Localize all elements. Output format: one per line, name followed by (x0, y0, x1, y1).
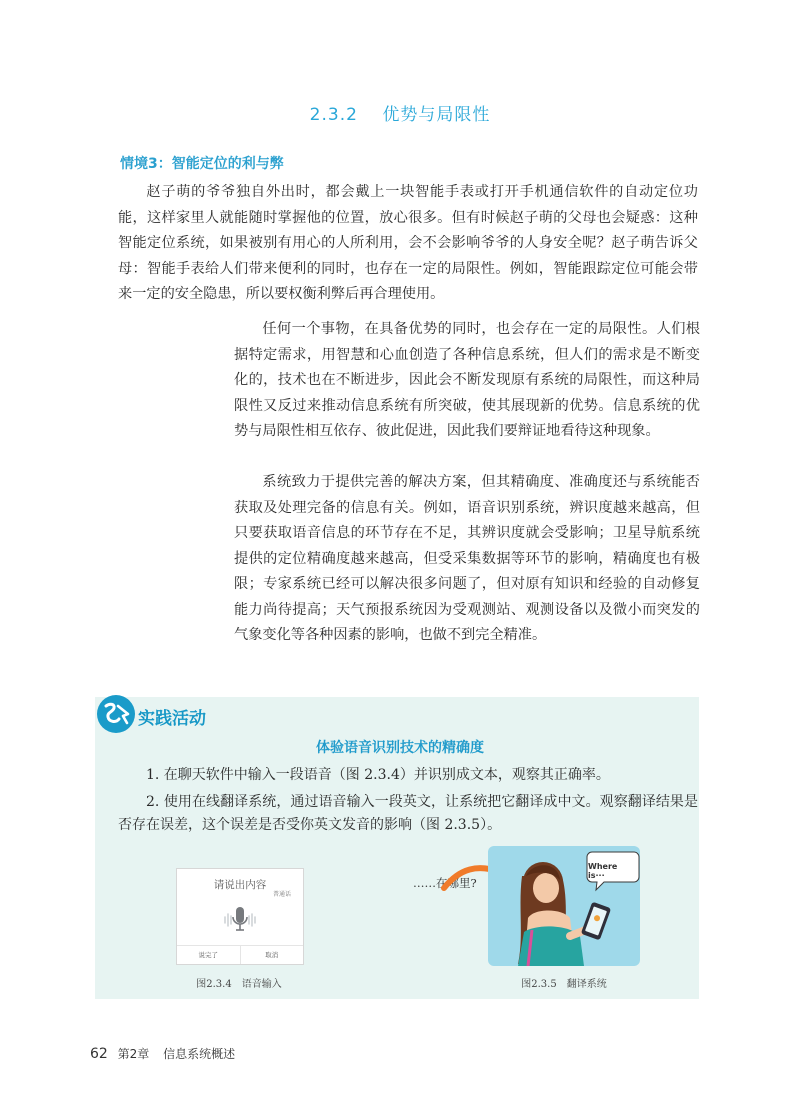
voice-prompt: 请说出内容 (213, 879, 267, 891)
language-label: 普通话 (272, 891, 291, 898)
scenario-title: 情境3：智能定位的利与弊 (120, 156, 284, 172)
voice-button-row (177, 945, 303, 964)
cancel-button[interactable]: 取消 (240, 946, 304, 964)
finish-button[interactable]: 说完了 (198, 951, 218, 959)
voice-input-figure (176, 868, 304, 965)
scenario-story: 赵子萌的爷爷独自外出时，都会戴上一块智能手表或打开手机通信软件的自动定位功能，这样家里人就能随时掌握他的位置，放心很多。但有时候赵子萌的父母也会疑惑：这种智能定位系统，如果被别有用心的人所利用，会不会影响爷爷的人身安全呢？赵子萌告诉父母：智能手表给人们带来便利的同时，也存在一定的局限性。例如，智能跟踪定位可能会带来一定的安全隐患，所以要权衡利弊后再合理使用。 (118, 184, 698, 302)
activity-step-2: 2. 使用在线翻译系统，通过语音输入一段英文，让系统把它翻译成中文。观察翻译结果是否存在误差，这个误差是否受你英文发音的影响（图 2.3.5）。 (118, 794, 698, 833)
activity-step-1: 1. 在聊天软件中输入一段语音（图 2.3.4）并识别成文本，观察其正确率。 (146, 767, 610, 783)
activity-logo-icon (96, 694, 136, 734)
figure-caption-2-3-4: 图2.3.4 语音输入 (196, 979, 282, 990)
body-paragraph-1: 任何一个事物，在具备优势的同时，也会存在一定的局限性。人们根据特定需求，用智慧和心血创造了各种信息系统，但人们的需求是不断变化的，技术也在不断进步，因此会不断发现原有系统的局限性，而这种局限性又反过来推动信息系统有所突破，使其展现新的优势。信息系统的优势与局限性相互依存、彼此促进，因此我们要辩证地看待这种现象。 (234, 321, 700, 439)
section-heading (0, 100, 800, 125)
body-paragraph-2: 系统致力于提供完善的解决方案，但其精确度、准确度还与系统能否获取及处理完备的信息有关。例如，语音识别系统，辨识度越来越高，但只要获取语音信息的环节存在不足，其辨识度就会受影响；卫星导航系统提供的定位精确度越来越高，但受采集数据等环节的影响，精确度也有极限；专家系统已经可以解决很多问题了，但对原有知识和经验的自动修复能力尚待提高；天气预报系统因为受观测站、观测设备以及微小而突发的气象变化等各种因素的影响，也做不到完全精准。 (234, 474, 700, 643)
chapter-title: 信息系统概述 (163, 1047, 236, 1061)
microphone-icon (224, 901, 256, 939)
translation-bubble-text: Where is··· (588, 862, 618, 880)
activity-label: 实践活动 (138, 709, 206, 729)
section-number: 2.3.2 (309, 105, 358, 125)
figure-caption-2-3-5: 图2.3.5 翻译系统 (521, 979, 607, 990)
chapter-number: 第2章 (117, 1047, 150, 1061)
activity-title: 体验语音识别技术的精确度 (316, 740, 484, 756)
page-footer (90, 1045, 235, 1062)
section-title: 优势与局限性 (382, 105, 491, 125)
page-number: 62 (90, 1046, 108, 1062)
spoken-phrase: ……在哪里? (413, 876, 477, 890)
